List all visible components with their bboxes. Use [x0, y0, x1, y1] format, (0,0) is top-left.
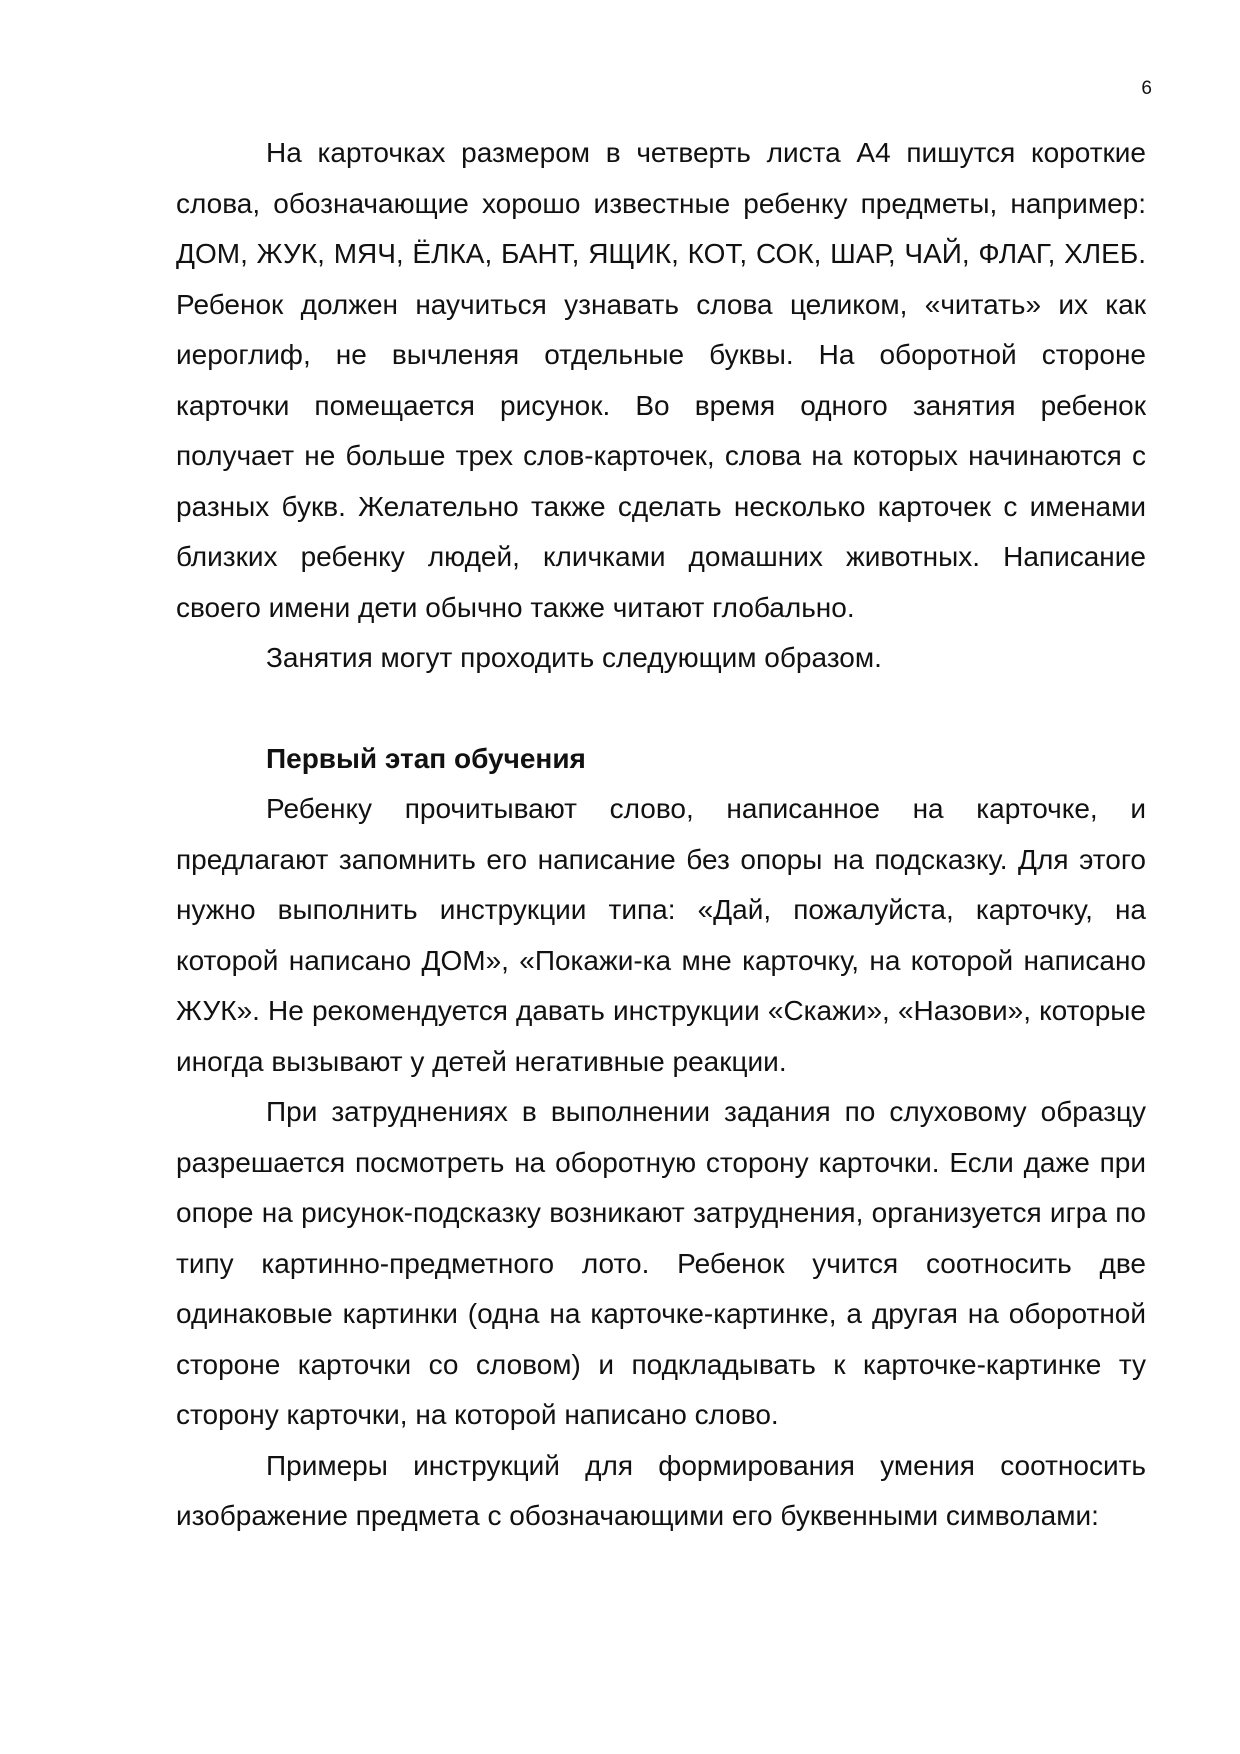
paragraph-text: На карточках размером в четверть листа А4 пишутся короткие слова, обозначающие хорошо известные ребенку предметы, например: — [176, 137, 1146, 219]
paragraph-first-stage: Ребенку прочитывают слово, написанное на карточке, и предлагают запомнить его написание без опоры на подсказку. Для этого нужно выполнить инструкции типа: «Дай, пожалуйста, карточку, на которой написано ДОМ», «Покажи-ка мне карточку, на которой написано ЖУК». Не рекомендуется давать инструкции «Скажи», «Назови», которые иногда вызывают у детей негативные реакции. — [176, 793, 1146, 1077]
paragraph-cards-description — [176, 128, 1146, 633]
document-body — [176, 128, 1146, 1542]
page-number: 6 — [1141, 78, 1152, 99]
paragraph-lessons-intro: Занятия могут проходить следующим образом. — [266, 642, 882, 673]
paragraph-examples-intro: Примеры инструкций для формирования умения соотносить изображение предмета с обозначающими его буквенными символами: — [176, 1449, 1146, 1531]
paragraph-text: Ребенок должен научиться узнавать слова целиком, «читать» их как иероглиф, не вычленяя отдельные буквы. На оборотной стороне карточки помещается рисунок. Во время одного занятия ребенок получает не больше трех слов-карточек, слова на которых начинаются с разных букв. Желательно также сделать несколько карточек с именами близких ребенку людей, кличками домашних животных. Написание своего имени дети обычно также читают глобально. — [176, 288, 1146, 623]
paragraph-difficulties: При затруднениях в выполнении задания по слуховому образцу разрешается посмотреть на оборотную сторону карточки. Если даже при опоре на рисунок-подсказку возникают затруднения, организуется игра по типу картинно-предметного лото. Ребенок учится соотносить две одинаковые картинки (одна на карточке-картинке, а другая на оборотной стороне карточки со словом) и подкладывать к карточке-картинке ту сторону карточки, на которой написано слово. — [176, 1096, 1146, 1430]
section-heading: Первый этап обучения — [266, 742, 586, 774]
example-words: ДОМ, ЖУК, МЯЧ, ЁЛКА, БАНТ, ЯЩИК, КОТ, СОК, ШАР, ЧАЙ, ФЛАГ, ХЛЕБ. — [176, 238, 1146, 269]
